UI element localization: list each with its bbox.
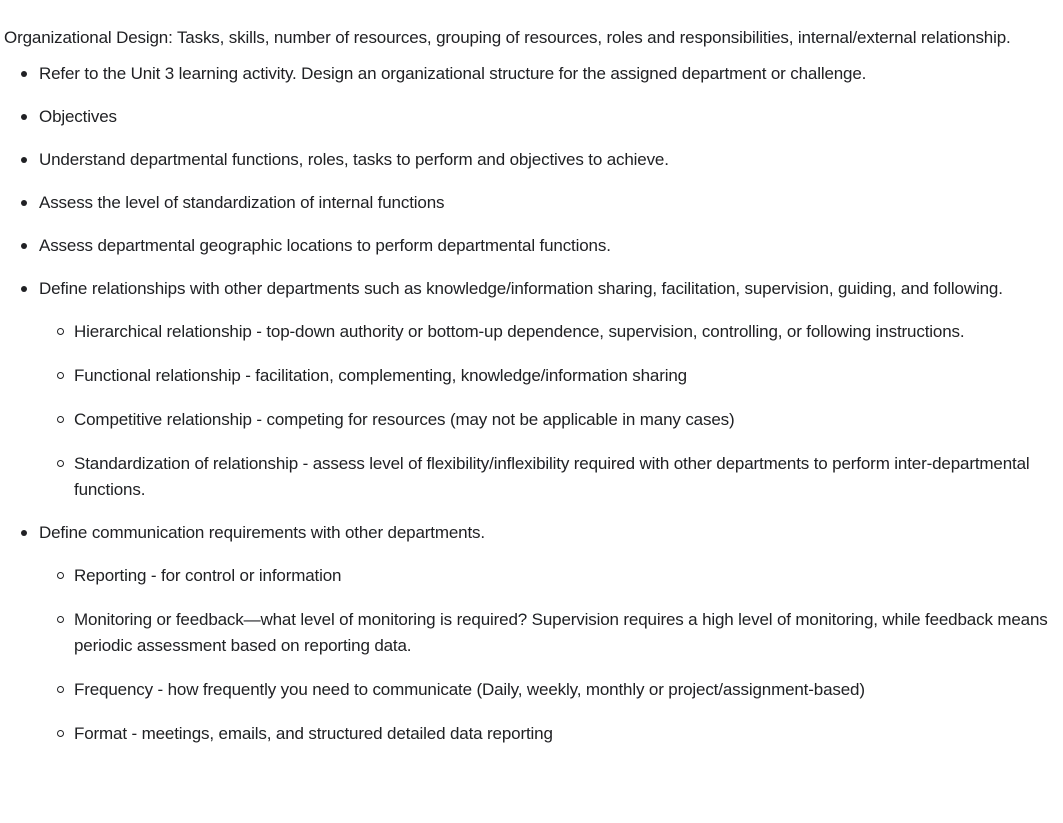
- sublist-item: [39, 607, 1049, 659]
- list-item: [4, 104, 1049, 130]
- sublist-item: [39, 451, 1049, 503]
- circle-bullet-icon: [57, 460, 64, 467]
- objectives-list: [4, 61, 1049, 747]
- list-item-text: Refer to the Unit 3 learning activity. Design an organizational structure for the assigned department or challenge.: [39, 64, 867, 83]
- sublist-item: [39, 677, 1049, 703]
- sublist-item-text: Frequency - how frequently you need to communicate (Daily, weekly, monthly or project/assignment-based): [74, 680, 865, 699]
- list-item-text: Assess the level of standardization of internal functions: [39, 193, 445, 212]
- circle-bullet-icon: [57, 572, 64, 579]
- circle-bullet-icon: [57, 416, 64, 423]
- sublist-item: [39, 563, 1049, 589]
- circle-bullet-icon: [57, 686, 64, 693]
- sublist-item: [39, 407, 1049, 433]
- sublist-item-text: Format - meetings, emails, and structured detailed data reporting: [74, 724, 553, 743]
- sublist-item: [39, 319, 1049, 345]
- sublist-item-text: Functional relationship - facilitation, complementing, knowledge/information sharing: [74, 366, 687, 385]
- list-item: [4, 190, 1049, 216]
- list-item: [4, 147, 1049, 173]
- bullet-icon: [21, 71, 27, 77]
- bullet-icon: [21, 286, 27, 292]
- bullet-icon: [21, 114, 27, 120]
- list-item-text: Define communication requirements with other departments.: [39, 523, 485, 542]
- bullet-icon: [21, 530, 27, 536]
- circle-bullet-icon: [57, 328, 64, 335]
- list-item-text: Assess departmental geographic locations to perform departmental functions.: [39, 236, 611, 255]
- list-item: [4, 520, 1049, 747]
- relationships-sublist: [39, 319, 1049, 503]
- sublist-item-text: Competitive relationship - competing for resources (may not be applicable in many cases): [74, 410, 735, 429]
- sublist-item-text: Reporting - for control or information: [74, 566, 342, 585]
- bullet-icon: [21, 200, 27, 206]
- sublist-item-text: Monitoring or feedback—what level of monitoring is required? Supervision requires a high level of monitoring, while feedback means periodic assessment based on reporting data.: [74, 610, 1048, 655]
- circle-bullet-icon: [57, 730, 64, 737]
- communication-sublist: [39, 563, 1049, 747]
- list-item-text: Understand departmental functions, roles, tasks to perform and objectives to achieve.: [39, 150, 669, 169]
- sublist-item: [39, 363, 1049, 389]
- list-item-text: Objectives: [39, 107, 117, 126]
- circle-bullet-icon: [57, 372, 64, 379]
- list-item-text: Define relationships with other departments such as knowledge/information sharing, facilitation, supervision, guiding, and following.: [39, 279, 1003, 298]
- bullet-icon: [21, 243, 27, 249]
- list-item: [4, 61, 1049, 87]
- sublist-item: [39, 721, 1049, 747]
- document-content: [4, 25, 1049, 764]
- list-item: [4, 233, 1049, 259]
- sublist-item-text: Hierarchical relationship - top-down authority or bottom-up dependence, supervision, controlling, or following instructions.: [74, 322, 965, 341]
- intro-paragraph: Organizational Design: Tasks, skills, number of resources, grouping of resources, roles and responsibilities, internal/external relationship.: [4, 28, 1011, 47]
- list-item: [4, 276, 1049, 503]
- circle-bullet-icon: [57, 616, 64, 623]
- bullet-icon: [21, 157, 27, 163]
- sublist-item-text: Standardization of relationship - assess level of flexibility/inflexibility required with other departments to perform inter-departmental functions.: [74, 454, 1030, 499]
